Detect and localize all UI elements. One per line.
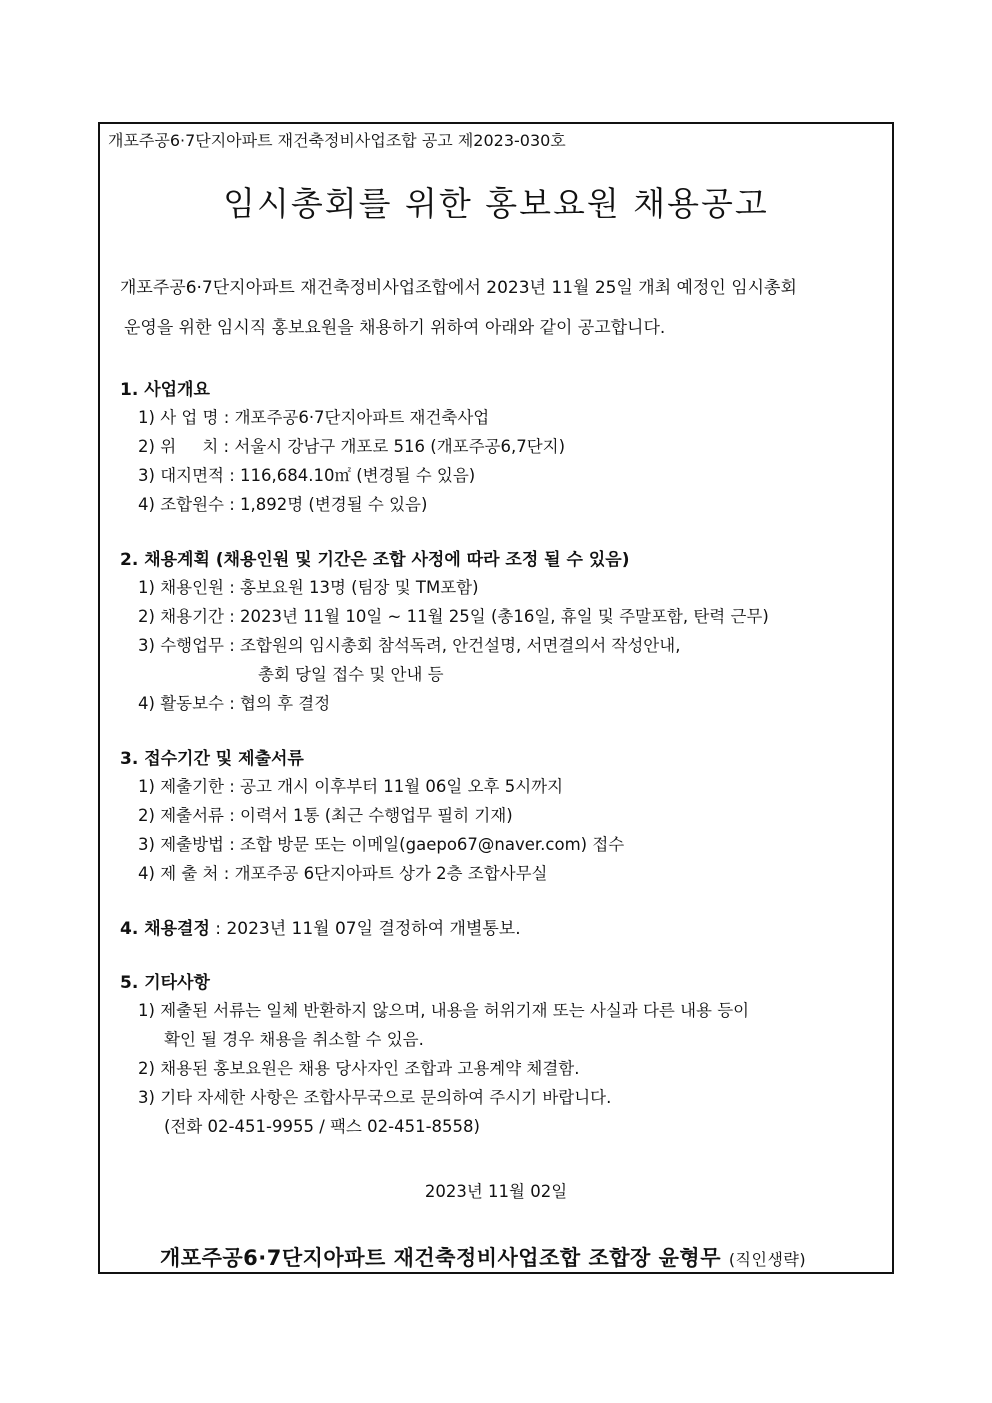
notice-reference-number: 개포주공6·7단지아파트 재건축정비사업조합 공고 제2023-030호 <box>108 131 566 150</box>
section-4 <box>120 914 521 939</box>
intro-line-2: 운영을 위한 임시직 홍보요원을 채용하기 위하여 아래와 같이 공고합니다. <box>124 318 666 338</box>
intro-line-1: 개포주공6·7단지아파트 재건축정비사업조합에서 2023년 11월 25일 개최 예정인 임시총회 <box>120 278 797 298</box>
section-1-item: 3) 대지면적 : 116,684.10㎡ (변경될 수 있음) <box>138 466 476 485</box>
section-3-item: 4) 제 출 처 : 개포주공 6단지아파트 상가 2층 조합사무실 <box>138 864 548 883</box>
signature <box>160 1242 806 1272</box>
section-1-heading: 1. 사업개요 <box>120 380 210 400</box>
section-2-item: 2) 채용기간 : 2023년 11월 10일 ~ 11월 25일 (총16일, 휴일 및 주말포함, 탄력 근무) <box>138 607 769 626</box>
section-5-item: 1) 제출된 서류는 일체 반환하지 않으며, 내용을 허위기재 또는 사실과 다른 내용 등이 <box>138 1001 750 1020</box>
section-1-item: 4) 조합원수 : 1,892명 (변경될 수 있음) <box>138 495 428 514</box>
page-title: 임시총회를 위한 홍보요원 채용공고 <box>223 184 769 223</box>
section-4-value: : 2023년 11월 07일 결정하여 개별통보. <box>209 919 521 939</box>
section-5-item-continuation: 확인 될 경우 채용을 취소할 수 있음. <box>164 1030 424 1049</box>
section-3-item: 2) 제출서류 : 이력서 1통 (최근 수행업무 필히 기재) <box>138 806 513 825</box>
section-3-heading: 3. 접수기간 및 제출서류 <box>120 749 304 769</box>
section-5-item-continuation: (전화 02-451-9955 / 팩스 02-451-8558) <box>164 1117 480 1136</box>
section-3-item: 1) 제출기한 : 공고 개시 이후부터 11월 06일 오후 5시까지 <box>138 777 564 796</box>
section-4-heading: 4. 채용결정 <box>120 919 210 939</box>
section-2-item-continuation: 총회 당일 접수 및 안내 등 <box>258 665 444 684</box>
section-2-item: 1) 채용인원 : 홍보요원 13명 (팀장 및 TM포함) <box>138 578 479 597</box>
section-2-item: 4) 활동보수 : 협의 후 결정 <box>138 694 331 713</box>
section-1-item: 2) 위 치 : 서울시 강남구 개포로 516 (개포주공6,7단지) <box>138 437 566 456</box>
signature-name: 개포주공6·7단지아파트 재건축정비사업조합 조합장 윤형무 <box>160 1246 721 1270</box>
section-2-heading: 2. 채용계획 (채용인원 및 기간은 조합 사정에 따라 조정 될 수 있음) <box>120 550 630 570</box>
section-5-item: 3) 기타 자세한 사항은 조합사무국으로 문의하여 주시기 바랍니다. <box>138 1088 612 1107</box>
section-5-item: 2) 채용된 홍보요원은 채용 당사자인 조합과 고용계약 체결함. <box>138 1059 580 1078</box>
section-2-item: 3) 수행업무 : 조합원의 임시총회 참석독려, 안건설명, 서면결의서 작성안내, <box>138 636 681 655</box>
section-3-item: 3) 제출방법 : 조합 방문 또는 이메일(gaepo67@naver.com) 접수 <box>138 835 625 854</box>
section-5-heading: 5. 기타사항 <box>120 973 210 993</box>
section-1-item: 1) 사 업 명 : 개포주공6·7단지아파트 재건축사업 <box>138 408 490 427</box>
notice-date: 2023년 11월 02일 <box>424 1182 568 1201</box>
seal-note: (직인생략) <box>728 1250 807 1269</box>
